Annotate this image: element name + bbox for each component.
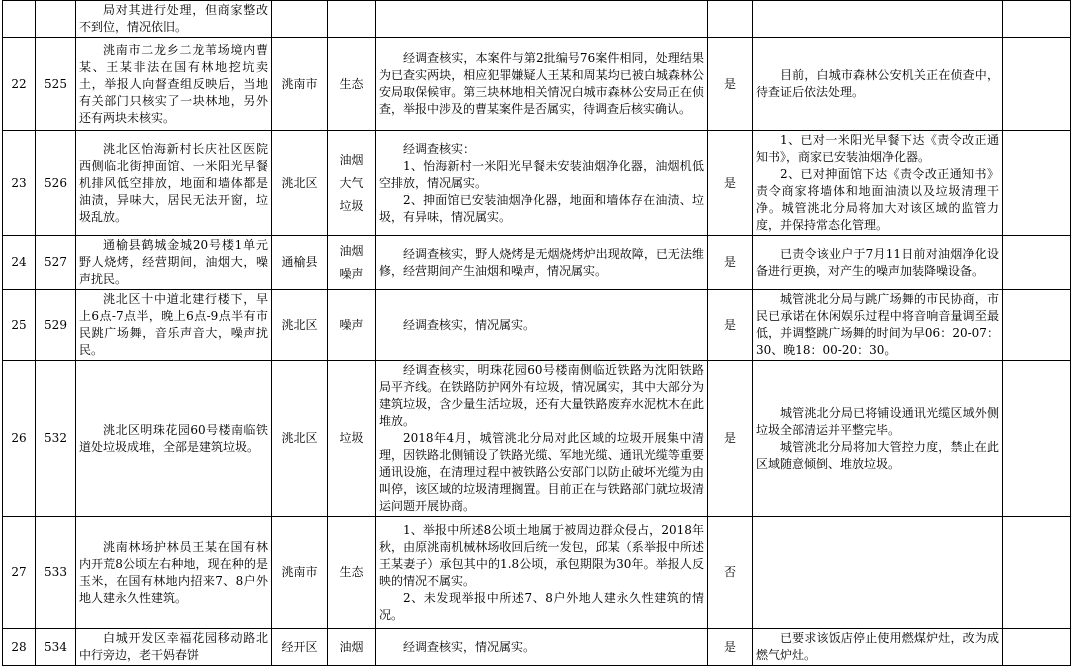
finding-paragraph: 1、举报中所述8公顷土地属于被周边群众侵占，2018年秋，由原洮南机械林场收回后统一发包，邱某（系举报中所述王某妻子）承包其中的1.8公顷，承包期限为30年。举报人反映的情况不属实。 xyxy=(379,522,704,588)
handling-paragraph: 城管洮北分局与跳广场舞的市民协商，市民已承诺在休闲娱乐过程中将音响音量调至最低，并调整跳广场舞的时间为早06：20-07：30、晚18：00-20：30。 xyxy=(756,292,999,357)
row-number: 26 xyxy=(3,361,36,517)
handling-paragraph: 已责令该业户于7月11日前对油烟净化设备进行更换，对产生的噪声加装降噪设备。 xyxy=(756,246,999,278)
handling-paragraph: 1、已对一米阳光早餐下达《责令改正通知书》，商家已安装油烟净化器。 xyxy=(756,133,999,164)
complaint-text: 洮南市二龙乡二龙苇场境内曹某、王某非法在国有林地挖坑卖土，举报人向督查组反映后，当地有关部门只核实了一块林地，另外还有两块未核实。 xyxy=(76,38,272,131)
row-number: 24 xyxy=(3,236,36,290)
row-number: 22 xyxy=(3,38,36,131)
finding-text xyxy=(376,1,708,38)
row-number: 25 xyxy=(3,290,36,361)
row-number: 23 xyxy=(3,131,36,236)
note xyxy=(1003,131,1071,236)
handling-text xyxy=(753,629,1003,666)
category xyxy=(328,131,376,236)
finding-paragraph: 经调查核实： xyxy=(403,141,476,156)
note xyxy=(1003,38,1071,131)
category-item: 油烟 xyxy=(339,243,364,258)
finding-text xyxy=(376,131,708,236)
verified-flag xyxy=(708,1,753,38)
finding-paragraph: 经调查核实，明珠花园60号楼南侧临近铁路为沈阳铁路局平齐线。在铁路防护网外有垃圾，情况属实，其中大部分为建筑垃圾，含少量生活垃圾，还有大量铁路废弃水泥枕木在此堆放。 xyxy=(379,363,704,428)
region xyxy=(272,1,328,38)
finding-text xyxy=(376,629,708,666)
note xyxy=(1003,236,1071,290)
complaint-text: 洮北区怡海新村长庆社区医院西侧临北街抻面馆、一米阳光早餐机排风低空排放，地面和墙体都是油渍，异味大，居民无法开窗，垃圾乱放。 xyxy=(76,131,272,236)
verified-flag: 是 xyxy=(708,236,753,290)
table-row xyxy=(3,361,1071,517)
region: 洮北区 xyxy=(272,131,328,236)
complaint-text: 白城开发区幸福花园移动路北中行旁边，老干妈春饼 xyxy=(76,629,272,666)
category-item: 大气 xyxy=(339,175,364,190)
region: 经开区 xyxy=(272,629,328,666)
category-item: 生态 xyxy=(339,76,364,91)
category xyxy=(328,236,376,290)
case-id: 534 xyxy=(36,629,76,666)
finding-paragraph: 2018年4月，城管洮北分局对此区域的垃圾开展集中清理，因铁路北侧铺设了铁路光缆、军地光缆、通讯光缆等重要通讯设施，在清理过程中被铁路公安部门以防止破坏光缆为由叫停，该区域的垃圾清理搁置。目前正在与铁路部门就垃圾清运问题开展协商。 xyxy=(379,431,704,513)
row-number: 27 xyxy=(3,517,36,629)
table-row xyxy=(3,38,1071,131)
table-row xyxy=(3,131,1071,236)
handling-text xyxy=(753,361,1003,517)
finding-paragraph: 1、怡海新村一米阳光早餐未安装油烟净化器，油烟机低空排放，情况属实。 xyxy=(379,158,704,190)
category-item: 垃圾 xyxy=(339,198,364,213)
verified-flag: 是 xyxy=(708,361,753,517)
verified-flag: 是 xyxy=(708,629,753,666)
case-id: 533 xyxy=(36,517,76,629)
verified-flag: 是 xyxy=(708,290,753,361)
complaint-text: 洮南林场护林员王某在国有林内开荒8公顷左右种地，现在种的是玉米，在国有林地内招来7、8户外地人建永久性建筑。 xyxy=(76,517,272,629)
category-item: 油烟 xyxy=(339,152,364,167)
table-row xyxy=(3,290,1071,361)
handling-paragraph: 目前，白城市森林公安机关正在侦查中，待查证后依法处理。 xyxy=(756,68,999,99)
finding-paragraph: 2、抻面馆已安装油烟净化器，地面和墙体存在油渍、垃圾，有异味，情况属实。 xyxy=(379,192,704,224)
note xyxy=(1003,361,1071,517)
complaint-text: 洮北区明珠花园60号楼南临铁道处垃圾成堆，全部是建筑垃圾。 xyxy=(76,361,272,517)
handling-text xyxy=(753,290,1003,361)
category xyxy=(328,517,376,629)
note xyxy=(1003,290,1071,361)
verified-flag: 是 xyxy=(708,131,753,236)
case-id: 525 xyxy=(36,38,76,131)
handling-text xyxy=(753,38,1003,131)
region: 通榆县 xyxy=(272,236,328,290)
case-id: 532 xyxy=(36,361,76,517)
category-item: 油烟 xyxy=(339,639,364,654)
category-item: 生态 xyxy=(339,565,364,579)
category xyxy=(328,361,376,517)
handling-text xyxy=(753,517,1003,629)
finding-paragraph: 经调查核实，情况属实。 xyxy=(403,639,536,654)
table-row xyxy=(3,517,1071,629)
row-number xyxy=(3,1,36,38)
finding-paragraph: 2、未发现举报中所述7、8户外地人建永久性建筑的情况。 xyxy=(379,590,704,622)
table-body xyxy=(3,1,1071,666)
complaint-table xyxy=(2,0,1071,666)
finding-text xyxy=(376,290,708,361)
table-row xyxy=(3,1,1071,38)
category xyxy=(328,38,376,131)
finding-paragraph: 经调查核实，野人烧烤是无烟烧烤炉出现故障，已无法维修，经营期间产生油烟和噪声，情况属实。 xyxy=(379,246,704,278)
complaint-text: 洮北区十中道北建行楼下，早上6点-7点半，晚上6点-9点半有市民跳广场舞，音乐声音大，噪声扰民。 xyxy=(76,290,272,361)
note xyxy=(1003,517,1071,629)
handling-text xyxy=(753,236,1003,290)
finding-text xyxy=(376,236,708,290)
case-id xyxy=(36,1,76,38)
verified-flag: 否 xyxy=(708,517,753,629)
verified-flag: 是 xyxy=(708,38,753,131)
handling-paragraph: 2、已对抻面馆下达《责令改正通知书》责令商家将墙体和地面油渍以及垃圾清理干净。城管洮北分局将加大对该区域的监管力度，并保持常态化管理。 xyxy=(756,167,999,232)
handling-paragraph: 已要求该饭店停止使用燃煤炉灶，改为成燃气炉灶。 xyxy=(756,631,999,662)
handling-text xyxy=(753,131,1003,236)
region: 洮北区 xyxy=(272,361,328,517)
complaint-text: 通榆县鹤城金城20号楼1单元野人烧烤，经营期间，油烟大，噪声扰民。 xyxy=(76,236,272,290)
category-item: 噪声 xyxy=(339,266,364,281)
category xyxy=(328,1,376,38)
category xyxy=(328,290,376,361)
note xyxy=(1003,629,1071,666)
category-item: 垃圾 xyxy=(339,431,364,445)
handling-paragraph: 城管洮北分局已将铺设通讯光缆区域外侧垃圾全部清运并平整完毕。 xyxy=(756,405,999,437)
handling-text xyxy=(753,1,1003,38)
handling-paragraph: 城管洮北分局将加大管控力度，禁止在此区域随意倾倒、堆放垃圾。 xyxy=(756,439,999,471)
finding-paragraph: 经调查核实，情况属实。 xyxy=(403,317,536,332)
table-row xyxy=(3,236,1071,290)
category-item: 噪声 xyxy=(339,317,364,332)
complaint-text: 局对其进行处理，但商家整改不到位，情况依旧。 xyxy=(76,1,272,38)
finding-text xyxy=(376,38,708,131)
note xyxy=(1003,1,1071,38)
case-id: 529 xyxy=(36,290,76,361)
row-number: 28 xyxy=(3,629,36,666)
finding-text xyxy=(376,517,708,629)
case-id: 526 xyxy=(36,131,76,236)
region: 洮北区 xyxy=(272,290,328,361)
finding-text xyxy=(376,361,708,517)
table-row xyxy=(3,629,1071,666)
case-id: 527 xyxy=(36,236,76,290)
region: 洮南市 xyxy=(272,38,328,131)
finding-paragraph: 经调查核实，本案件与第2批编号76案件相同，处理结果为已查实两块，相应犯罪嫌疑人王某和周某均已被白城森林公安局取保候审。第三块林地相关情况白城市森林公安局正在侦查，举报中涉及的曹某案件是否属实，待调查后核实确认。 xyxy=(379,51,704,116)
category xyxy=(328,629,376,666)
region: 洮南市 xyxy=(272,517,328,629)
